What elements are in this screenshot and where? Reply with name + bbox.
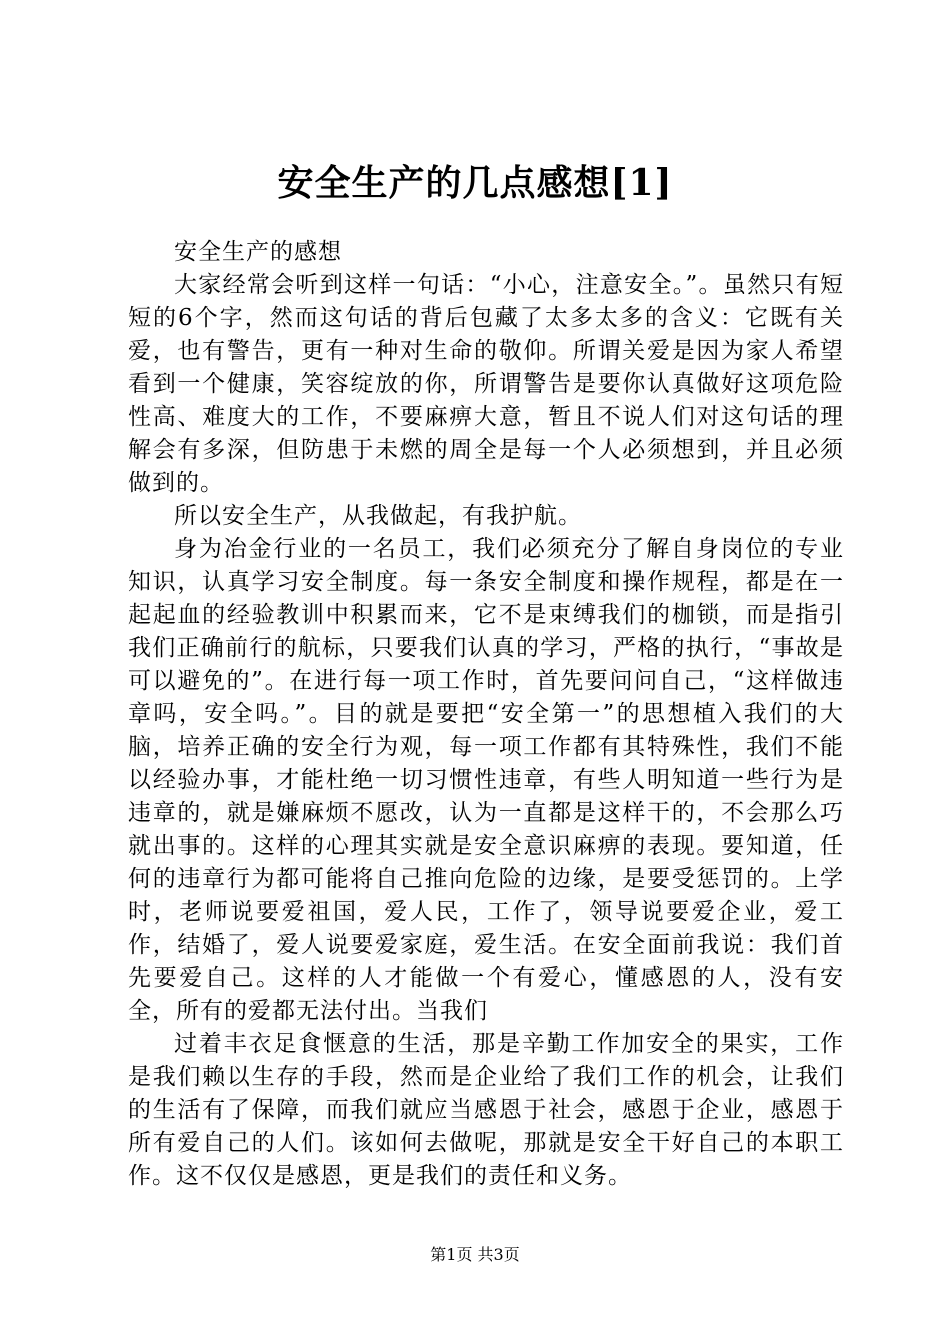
paragraph-1: 大家经常会听到这样一句话：“小心，注意安全。”。虽然只有短短的6个字，然而这句话的背后包藏了太多太多的含义：它既有关爱，也有警告，更有一种对生命的敬仰。所谓关爱是因为家人希望看到一个健康，笑容绽放的你，所谓警告是要你认真做好这项危险性高、难度大的工作，不要麻痹大意，暂且不说人们对这句话的理解会有多深，但防患于未燃的周全是每一个人必须想到，并且必须做到的。 <box>128 272 844 496</box>
document-title: 安全生产的几点感想[1] <box>277 162 673 204</box>
paragraph-3: 身为冶金行业的一名员工，我们必须充分了解自身岗位的专业知识，认真学习安全制度。每一条安全制度和操作规程，都是在一起起血的经验教训中积累而来，它不是束缚我们的枷锁，而是指引我们正确前行的航标，只要我们认真的学习，严格的执行，“事故是可以避免的”。在进行每一项工作时，首先要问问自己，“这样做违章吗，安全吗。”。目的就是要把“安全第一”的思想植入我们的大脑，培养正确的安全行为观，每一项工作都有其特殊性，我们不能以经验办事，才能杜绝一切习惯性违章，有些人明知道一些行为是违章的，就是嫌麻烦不愿改，认为一直都是这样干的，不会那么巧就出事的。这样的心理其实就是安全意识麻痹的表现。要知道，任何的违章行为都可能将自己推向危险的边缘，是要受惩罚的。上学时，老师说要爱祖国，爱人民，工作了，领导说要爱企业，爱工作，结婚了，爱人说要爱家庭，爱生活。在安全面前我说：我们首先要爱自己。这样的人才能做一个有爱心，懂感恩的人，没有安全，所有的爱都无法付出。当我们 <box>128 536 844 1024</box>
document-body <box>128 236 844 1193</box>
paragraph-2: 所以安全生产，从我做起，有我护航。 <box>174 503 582 529</box>
page-number-footer: 第1页 共3页 <box>430 1245 520 1264</box>
paragraph-4: 过着丰衣足食惬意的生活，那是辛勤工作加安全的果实，工作是我们赖以生存的手段，然而是企业给了我们工作的机会，让我们的生活有了保障，而我们就应当感恩于社会，感恩于企业，感恩于所有爱自己的人们。该如何去做呢，那就是安全干好自己的本职工作。这不仅仅是感恩，更是我们的责任和义务。 <box>128 1031 844 1189</box>
paragraph-subtitle: 安全生产的感想 <box>174 239 342 265</box>
